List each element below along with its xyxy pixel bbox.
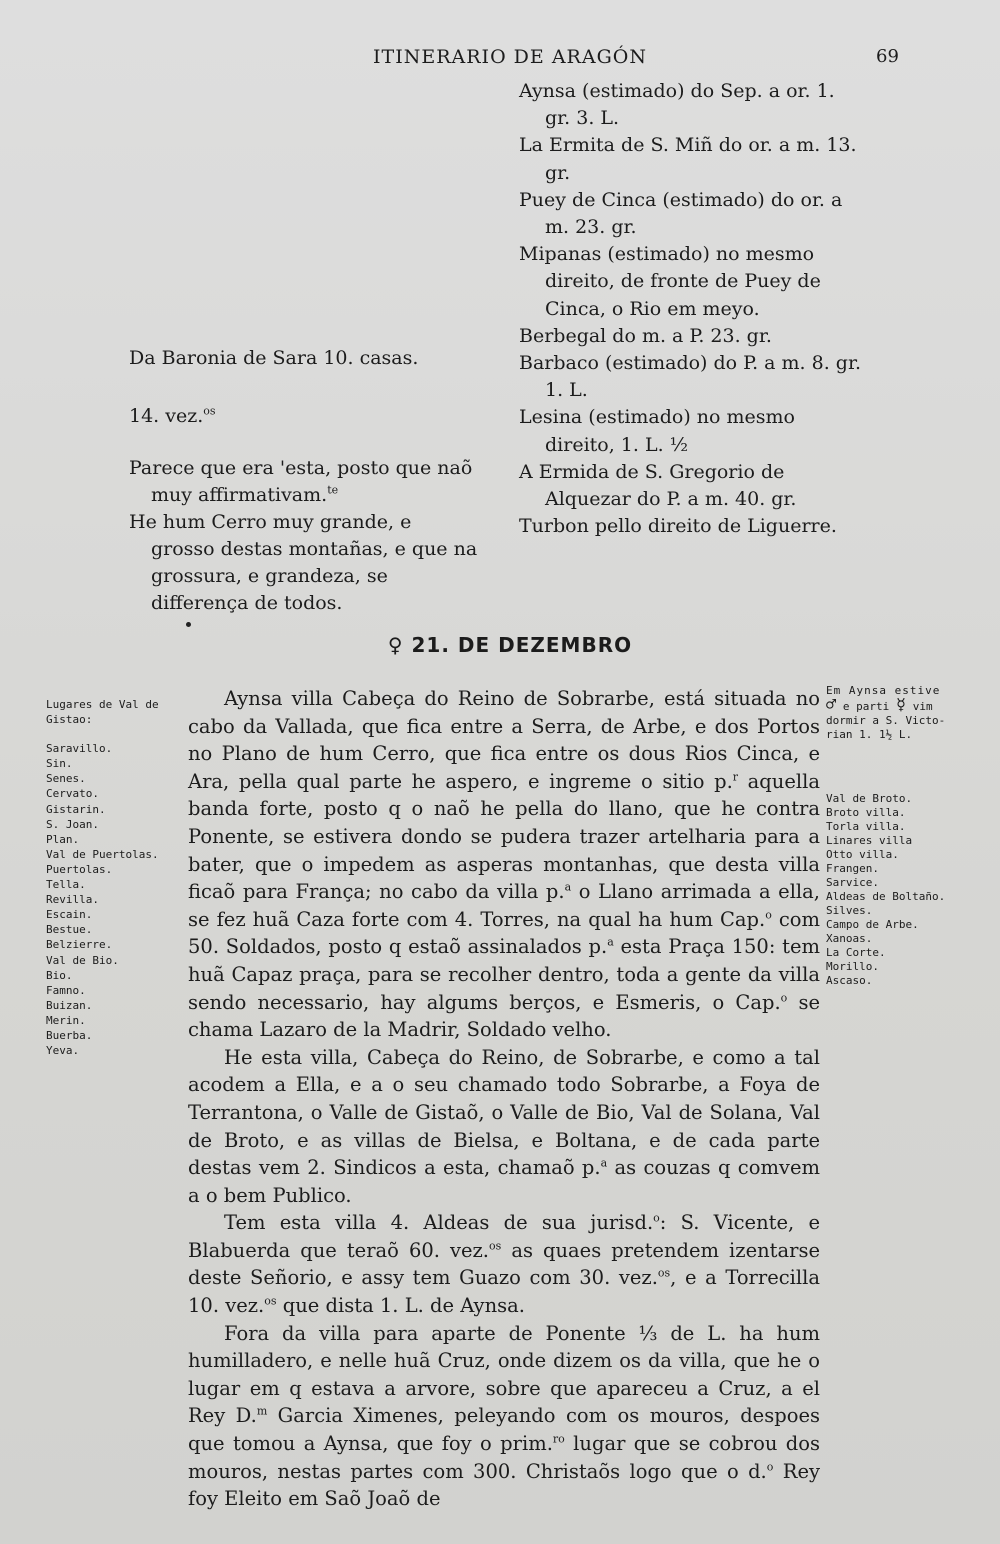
- note-text: vim: [906, 700, 933, 713]
- text-run: , e a Torrecilla 10. vez.: [188, 1266, 820, 1318]
- margin-place: Bio.: [46, 968, 73, 982]
- text-run: esta Praça 150: tem huã Capaz praça, para se recolher dentro, toda a gente da villa sendo necessario, hay algums berços, e Esmeris, o Cap.: [188, 935, 821, 1014]
- text-run: se chama Lazaro de la Madrir, Soldado velho.: [188, 990, 820, 1042]
- note-line: dormir a S. Victo-: [826, 714, 946, 727]
- superscript: a: [607, 935, 614, 949]
- mars-symbol-icon: ♂: [826, 695, 837, 715]
- margin-place: Bestue.: [46, 923, 93, 937]
- text-run: Garcia Ximenes, peleyando com os mouros, despoes que tomou a Aynsa, que foy o prim.: [188, 1404, 820, 1456]
- superscript: r: [732, 770, 739, 784]
- margin-place: Plan.: [46, 832, 80, 846]
- paragraph-humilladero: [188, 1320, 820, 1513]
- margin-place: Merin.: [46, 1013, 86, 1027]
- mercury-symbol-icon: ☿: [895, 695, 907, 715]
- margin-place: Otto villa.: [826, 848, 899, 861]
- margin-place: Saravillo.: [46, 742, 113, 756]
- margin-place: Xanoas.: [826, 932, 873, 945]
- margin-place: Tella.: [46, 878, 86, 892]
- text-run: as couzas q comvem a o bem Publico.: [188, 1156, 820, 1207]
- note-text: e parti: [836, 700, 896, 713]
- note-line: [826, 695, 976, 715]
- note-line: rian 1. 1½ L.: [826, 728, 913, 741]
- superscript: os: [657, 1266, 671, 1280]
- text-run: lugar que se cobrou dos mouros, nestas partes com 300. Christaõs logo que o d.: [188, 1432, 821, 1483]
- margin-place: Senes.: [46, 772, 86, 786]
- text-run: Aynsa villa Cabeça do Reino de Sobrarbe, está situada no cabo da Vallada, que fica entre a Serra, de Arbe, e dos Portos no Plano de hum Cerro, que fica entre os dous Rios Cinca, e Ara, pella qual parte he aspero, e ingreme o sitio p.: [188, 687, 820, 793]
- paragraph-cabeca: [188, 1044, 820, 1210]
- text-run: : S. Vicente, e Blabuerda que teraõ 60. vez.: [188, 1211, 820, 1262]
- margin-place: Aldeas de Boltaño.: [826, 890, 946, 903]
- margin-place: Broto villa.: [826, 806, 906, 819]
- text-run: o Llano arrimada a ella, se fez huã Caza forte com 4. Torres, na qual ha hum Cap.: [188, 880, 820, 931]
- superscript: o: [766, 1460, 774, 1474]
- text-run: aquella banda forte, posto q o naõ he pella do llano, que he contra Ponente, se estivera dondo se pudera trazer artelharia para a bater, que o impedem as asperas montanhas, que desta villa ficaõ para França; no cabo da villa p.: [188, 769, 820, 904]
- parece-superscript: te: [327, 483, 339, 497]
- text-run: Tem esta villa 4. Aldeas de sua jurisd.: [224, 1211, 654, 1235]
- margin-place: Val de Broto.: [826, 792, 913, 805]
- text-run: com 50. Soldados, posto q estaõ assinalados p.: [188, 907, 820, 959]
- parece-paragraph: [129, 455, 479, 509]
- margin-place: Puertolas.: [46, 862, 113, 876]
- margin-place: Val de Bio.: [46, 953, 119, 967]
- text-run: que dista 1. L. de Aynsa.: [276, 1294, 525, 1318]
- margin-place: Ascaso.: [826, 974, 873, 987]
- margin-place: Buizan.: [46, 998, 93, 1012]
- superscript: os: [264, 1294, 277, 1308]
- page-number: 69: [876, 46, 899, 67]
- margin-place: Silves.: [826, 904, 873, 917]
- vez-text: 14. vez.: [129, 405, 204, 427]
- bearing-entry: Lesina (estimado) no mesmo direito, 1. L. ½: [519, 406, 795, 456]
- margin-place: La Corte.: [826, 946, 886, 959]
- superscript: ro: [552, 1432, 565, 1446]
- margin-place: Cervato.: [46, 787, 99, 801]
- running-title: ITINERARIO DE ARAGÓN: [373, 46, 647, 68]
- margin-place: Linares villa: [826, 834, 913, 847]
- margin-place: Sarvice.: [826, 876, 879, 889]
- margin-place: Famno.: [46, 983, 86, 997]
- baronia-line: Da Baronia de Sara 10. casas.: [129, 347, 419, 369]
- left-margin-note: [46, 697, 176, 1058]
- vez-line: [129, 403, 479, 430]
- bearing-entry: La Ermita de S. Miñ do or. a m. 13. gr.: [519, 134, 857, 184]
- bearing-entry: Aynsa (estimado) do Sep. a or. 1. gr. 3. L.: [519, 80, 835, 130]
- superscript: o: [765, 908, 772, 922]
- superscript: o: [653, 1211, 660, 1225]
- superscript: o: [780, 991, 788, 1005]
- text-run: Rey foy Eleito em Saõ Joaõ de: [188, 1459, 820, 1511]
- superscript: a: [600, 1156, 608, 1170]
- text-run: as quaes pretendem izentarse deste Señorio, e assy tem Guazo com 30. vez.: [188, 1238, 820, 1290]
- margin-place: Belzierre.: [46, 938, 113, 952]
- bearing-entry: Barbaco (estimado) do P. a m. 8. gr. 1. L.: [519, 352, 861, 402]
- margin-place: S. Joan.: [46, 817, 99, 831]
- superscript: os: [489, 1239, 502, 1253]
- bearing-entry: Berbegal do m. a P. 23. gr.: [519, 324, 772, 347]
- cerro-paragraph: He hum Cerro muy grande, e grosso destas montañas, e que na grossura, e grandeza, se differença de todos.: [129, 511, 478, 614]
- paragraph-aldeas: [188, 1209, 820, 1319]
- margin-place: Sin.: [46, 757, 73, 771]
- right-margin-note: [826, 684, 976, 988]
- superscript: a: [564, 880, 572, 894]
- margin-place: Yeva.: [46, 1044, 80, 1058]
- bearings-list: [519, 78, 864, 540]
- margin-place: Torla villa.: [826, 820, 906, 833]
- margin-place: Campo de Arbe.: [826, 918, 919, 931]
- margin-place: Revilla.: [46, 893, 99, 907]
- date-heading: ♀ 21. DE DEZEMBRO: [387, 633, 633, 657]
- paragraph-aynsa: [188, 685, 820, 1044]
- margin-place: Val de Puertolas.: [46, 847, 159, 861]
- margin-place: Gistarin.: [46, 802, 106, 816]
- superscript: m: [256, 1404, 268, 1418]
- itinerary-note: [826, 684, 976, 742]
- margin-place: Buerba.: [46, 1028, 93, 1042]
- margin-heading: Lugares de Val de Gistao:: [46, 698, 159, 727]
- main-text: [188, 685, 820, 1513]
- parece-text: Parece que era 'esta, posto que naõ muy affirmativam.: [129, 457, 473, 506]
- margin-place: Morillo.: [826, 960, 879, 973]
- vez-superscript: os: [203, 404, 216, 418]
- bearing-entry: A Ermida de S. Gregorio de Alquezar do P. a m. 40. gr.: [519, 460, 797, 511]
- left-paragraphs: [129, 455, 479, 617]
- bearing-entry: Puey de Cinca (estimado) do or. a m. 23. gr.: [519, 188, 843, 239]
- margin-place: Frangen.: [826, 862, 879, 875]
- ink-dot: [186, 622, 191, 627]
- bearing-entry: Turbon pello direito de Liguerre.: [519, 515, 837, 538]
- text-run: Fora da villa para aparte de Ponente ⅓ de L. ha hum humilladero, e nelle huã Cruz, onde dizem os da villa, que he o lugar em q estava a arvore, sobre que apareceu a Cruz, a el Rey D.: [188, 1321, 820, 1428]
- note-line: Em Aynsa estive: [826, 684, 941, 697]
- margin-place: Escain.: [46, 908, 93, 922]
- bearing-entry: Mipanas (estimado) no mesmo direito, de fronte de Puey de Cinca, o Rio em meyo.: [519, 243, 821, 320]
- text-run: He esta villa, Cabeça do Reino, de Sobrarbe, e como a tal acodem a Ella, e a o seu chamado todo Sobrarbe, a Foya de Terrantona, o Valle de Gistaõ, o Valle de Bio, Val de Solana, Val de Broto, e as villas de Bielsa, e Boltana, e de cada parte destas vem 2. Sindicos a esta, chamaõ p.: [188, 1045, 820, 1180]
